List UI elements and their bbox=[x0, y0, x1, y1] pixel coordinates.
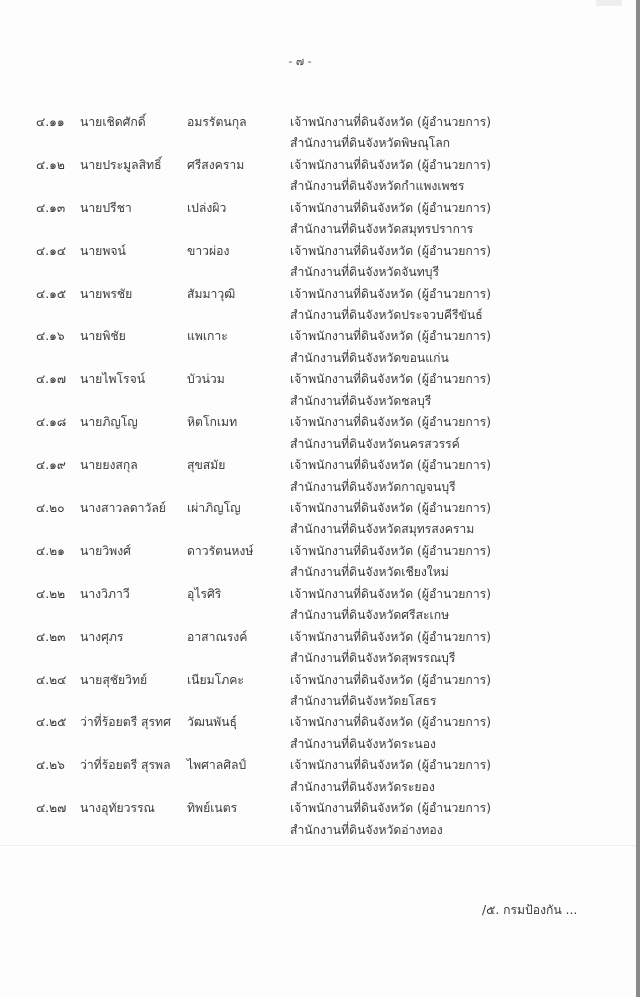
position: เจ้าพนักงานที่ดินจังหวัด (ผู้อำนวยการ) bbox=[290, 801, 491, 816]
office: สำนักงานที่ดินจังหวัดระนอง bbox=[290, 736, 436, 751]
item-number: ๔.๒๐ bbox=[36, 501, 65, 516]
surname: เปล่งผิว bbox=[187, 200, 227, 215]
position: เจ้าพนักงานที่ดินจังหวัด (ผู้อำนวยการ) bbox=[290, 715, 491, 730]
first-name: นายวิพงศ์ bbox=[80, 543, 131, 558]
position: เจ้าพนักงานที่ดินจังหวัด (ผู้อำนวยการ) bbox=[290, 200, 491, 215]
first-name: นางศุภร bbox=[80, 629, 124, 644]
position: เจ้าพนักงานที่ดินจังหวัด (ผู้อำนวยการ) bbox=[290, 286, 491, 301]
list-item bbox=[0, 627, 600, 670]
office: สำนักงานที่ดินจังหวัดอ่างทอง bbox=[290, 822, 443, 837]
office: สำนักงานที่ดินจังหวัดประจวบคีรีขันธ์ bbox=[290, 307, 483, 322]
page-number: - ๗ - bbox=[288, 55, 312, 68]
list-item bbox=[0, 284, 600, 327]
first-name: นายสุชัยวิทย์ bbox=[80, 672, 148, 687]
first-name: นายภิญโญ bbox=[80, 415, 138, 430]
item-number: ๔.๒๖ bbox=[36, 758, 65, 773]
position: เจ้าพนักงานที่ดินจังหวัด (ผู้อำนวยการ) bbox=[290, 329, 491, 344]
item-number: ๔.๒๓ bbox=[36, 629, 66, 644]
first-name: นายเชิดศักดิ์ bbox=[80, 115, 146, 129]
list-item bbox=[0, 112, 600, 155]
faint-bleed-through-mark bbox=[596, 0, 622, 6]
item-number: ๔.๑๘ bbox=[36, 415, 67, 430]
list-item bbox=[0, 798, 600, 841]
position: เจ้าพนักงานที่ดินจังหวัด (ผู้อำนวยการ) bbox=[290, 758, 491, 773]
surname: สัมมาวุฒิ bbox=[187, 286, 236, 301]
office: สำนักงานที่ดินจังหวัดยโสธร bbox=[290, 693, 437, 708]
item-number: ๔.๒๒ bbox=[36, 586, 66, 601]
list-item bbox=[0, 498, 600, 541]
first-name: นายยงสกุล bbox=[80, 458, 138, 473]
item-number: ๔.๑๔ bbox=[36, 243, 67, 258]
office: สำนักงานที่ดินจังหวัดสมุทรปราการ bbox=[290, 222, 474, 237]
first-name: นายพิชัย bbox=[80, 329, 126, 344]
office: สำนักงานที่ดินจังหวัดชลบุรี bbox=[290, 393, 432, 408]
first-name: นายปรีชา bbox=[80, 200, 132, 215]
position: เจ้าพนักงานที่ดินจังหวัด (ผู้อำนวยการ) bbox=[290, 458, 491, 473]
surname: อาสาณรงค์ bbox=[187, 629, 248, 644]
first-name: ว่าที่ร้อยตรี สุรพล bbox=[80, 758, 171, 773]
list-item bbox=[0, 412, 600, 455]
item-number: ๔.๑๙ bbox=[36, 458, 66, 473]
position: เจ้าพนักงานที่ดินจังหวัด (ผู้อำนวยการ) bbox=[290, 115, 491, 129]
surname: เผ่าภิญโญ bbox=[187, 501, 241, 516]
position: เจ้าพนักงานที่ดินจังหวัด (ผู้อำนวยการ) bbox=[290, 501, 491, 516]
horizontal-rule bbox=[0, 845, 636, 846]
item-number: ๔.๑๓ bbox=[36, 200, 66, 215]
office: สำนักงานที่ดินจังหวัดสุพรรณบุรี bbox=[290, 651, 456, 666]
office: สำนักงานที่ดินจังหวัดสมุทรสงคราม bbox=[290, 522, 475, 537]
surname: สุขสมัย bbox=[187, 458, 226, 473]
surname: เนียมโภคะ bbox=[187, 672, 244, 687]
surname: บัวน่วม bbox=[187, 372, 225, 387]
list-item bbox=[0, 198, 600, 241]
surname: ดาวรัตนหงษ์ bbox=[187, 543, 254, 558]
first-name: ว่าที่ร้อยตรี สุรทศ bbox=[80, 715, 171, 730]
surname: อุไรศิริ bbox=[187, 586, 222, 601]
scan-edge-bar bbox=[636, 0, 640, 997]
first-name: นางวิภาวี bbox=[80, 586, 130, 601]
first-name: นางอุทัยวรรณ bbox=[80, 801, 155, 816]
item-number: ๔.๑๖ bbox=[36, 329, 65, 344]
position: เจ้าพนักงานที่ดินจังหวัด (ผู้อำนวยการ) bbox=[290, 157, 491, 172]
surname: วัฒนพันธุ์ bbox=[187, 715, 237, 730]
first-name: นายพรชัย bbox=[80, 286, 133, 301]
list-item bbox=[0, 755, 600, 798]
office: สำนักงานที่ดินจังหวัดนครสวรรค์ bbox=[290, 436, 460, 451]
office: สำนักงานที่ดินจังหวัดกาญจนบุรี bbox=[290, 479, 456, 494]
surname: แพเกาะ bbox=[187, 329, 228, 344]
office: สำนักงานที่ดินจังหวัดพิษณุโลก bbox=[290, 136, 451, 151]
continuation-note: /๕. กรมป้องกัน ... bbox=[482, 903, 578, 917]
office: สำนักงานที่ดินจังหวัดเชียงใหม่ bbox=[290, 565, 449, 580]
list-item bbox=[0, 155, 600, 198]
item-number: ๔.๑๕ bbox=[36, 286, 67, 301]
position: เจ้าพนักงานที่ดินจังหวัด (ผู้อำนวยการ) bbox=[290, 543, 491, 558]
surname: ขาวผ่อง bbox=[187, 243, 230, 258]
position: เจ้าพนักงานที่ดินจังหวัด (ผู้อำนวยการ) bbox=[290, 629, 491, 644]
first-name: นายไพโรจน์ bbox=[80, 372, 146, 387]
position: เจ้าพนักงานที่ดินจังหวัด (ผู้อำนวยการ) bbox=[290, 415, 491, 430]
item-number: ๔.๒๗ bbox=[36, 801, 67, 816]
office: สำนักงานที่ดินจังหวัดขอนแก่น bbox=[290, 350, 449, 365]
list-item bbox=[0, 241, 600, 284]
office: สำนักงานที่ดินจังหวัดกำแพงเพชร bbox=[290, 179, 465, 194]
list-item bbox=[0, 584, 600, 627]
item-number: ๔.๑๗ bbox=[36, 372, 66, 387]
list-item bbox=[0, 670, 600, 713]
position: เจ้าพนักงานที่ดินจังหวัด (ผู้อำนวยการ) bbox=[290, 243, 491, 258]
item-number: ๔.๒๔ bbox=[36, 672, 67, 687]
list-item bbox=[0, 712, 600, 755]
first-name: นายประมูลสิทธิ์ bbox=[80, 157, 162, 172]
surname: ศรีสงคราม bbox=[187, 157, 245, 172]
surname: ไพศาลศิลป์ bbox=[187, 758, 247, 773]
item-number: ๔.๑๒ bbox=[36, 157, 65, 172]
first-name: นายพจน์ bbox=[80, 243, 126, 258]
item-number: ๔.๒๑ bbox=[36, 543, 65, 558]
list-item bbox=[0, 541, 600, 584]
list-item bbox=[0, 369, 600, 412]
office: สำนักงานที่ดินจังหวัดระยอง bbox=[290, 779, 435, 794]
surname: หิตโกเมท bbox=[187, 415, 238, 430]
office: สำนักงานที่ดินจังหวัดจันทบุรี bbox=[290, 265, 440, 280]
office: สำนักงานที่ดินจังหวัดศรีสะเกษ bbox=[290, 608, 450, 623]
item-number: ๔.๒๕ bbox=[36, 715, 67, 730]
surname: อมรรัตนกุล bbox=[187, 115, 247, 129]
appointment-list bbox=[0, 112, 600, 841]
list-item bbox=[0, 455, 600, 498]
surname: ทิพย์เนตร bbox=[187, 801, 238, 816]
item-number: ๔.๑๑ bbox=[36, 115, 65, 129]
first-name: นางสาวลดาวัลย์ bbox=[80, 501, 166, 516]
position: เจ้าพนักงานที่ดินจังหวัด (ผู้อำนวยการ) bbox=[290, 586, 491, 601]
position: เจ้าพนักงานที่ดินจังหวัด (ผู้อำนวยการ) bbox=[290, 672, 491, 687]
position: เจ้าพนักงานที่ดินจังหวัด (ผู้อำนวยการ) bbox=[290, 372, 491, 387]
list-item bbox=[0, 326, 600, 369]
